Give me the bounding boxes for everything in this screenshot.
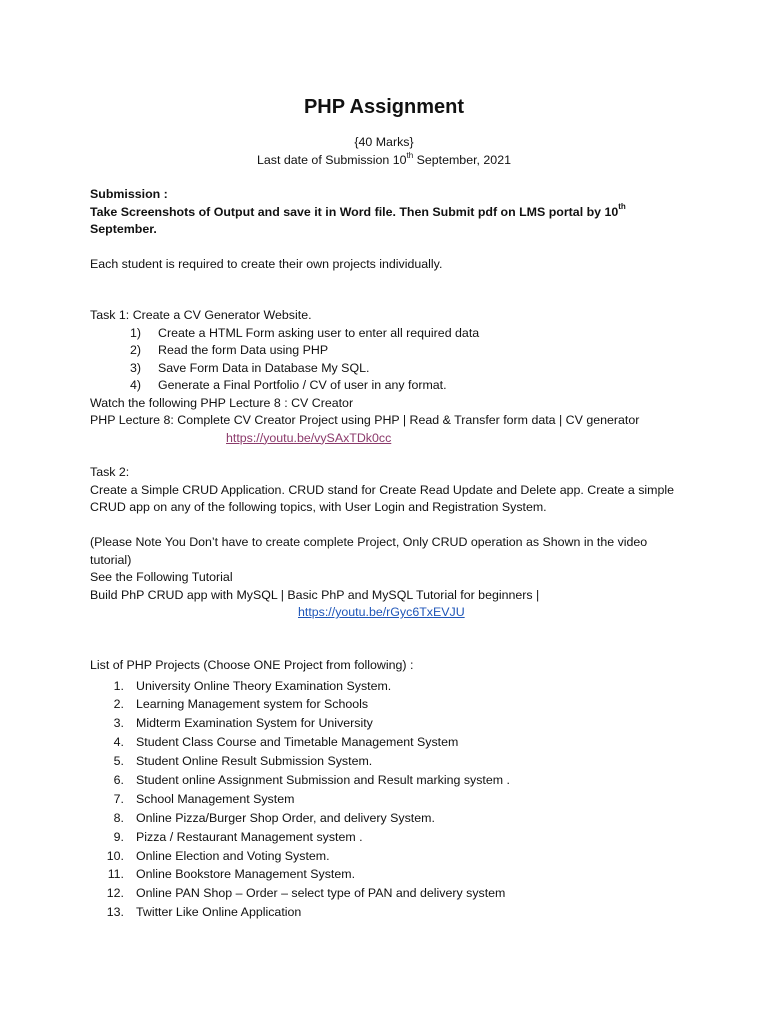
item-text: Pizza / Restaurant Management system . <box>136 829 363 844</box>
task2-see-line: See the Following Tutorial <box>90 570 233 584</box>
task2-desc-1: Create a Simple CRUD Application. CRUD stand for Create Read Update and Delete app. Create a simple <box>90 482 675 497</box>
item-number: 3. <box>113 716 124 731</box>
item-text: Midterm Examination System for University <box>136 716 373 731</box>
submission-line-1-text: Take Screenshots of Output and save it in Word file. Then Submit pdf on LMS portal by 10 <box>90 204 619 219</box>
item-text: Student Online Result Submission System. <box>136 754 373 769</box>
page-title: PHP Assignment <box>303 96 465 118</box>
task2-tutorial-title: Build PhP CRUD app with MySQL | Basic PhP and MySQL Tutorial for beginners | <box>90 587 540 602</box>
item-text: Online PAN Shop – Order – select type of PAN and delivery system <box>136 886 506 901</box>
task2-link-row <box>90 604 690 622</box>
item-text: Online Pizza/Burger Shop Order, and delivery System. <box>136 810 435 825</box>
task2-note-1: (Please Note You Don’t have to create complete Project, Only CRUD operation as Shown in the video <box>90 535 648 549</box>
last-date-sup: th <box>406 150 414 160</box>
list-item <box>90 847 690 866</box>
list-item <box>90 677 690 696</box>
task1-step <box>90 360 690 378</box>
task1-lecture-title: PHP Lecture 8: Complete CV Creator Project using PHP | Read & Transfer form data | CV generator <box>90 413 640 427</box>
item-text: Learning Management system for Schools <box>136 697 369 712</box>
step-number: 2) <box>130 343 142 357</box>
list-item <box>90 828 690 847</box>
item-number: 10. <box>106 848 124 863</box>
task1-link-row <box>90 430 690 448</box>
list-item <box>90 809 690 828</box>
submission-line-1 <box>90 204 690 222</box>
submission-heading: Submission : <box>90 187 168 201</box>
item-number: 4. <box>113 735 124 750</box>
list-item <box>90 865 690 884</box>
step-text: Generate a Final Portfolio / CV of user in any format. <box>158 378 447 392</box>
list-item <box>90 790 690 809</box>
step-text: Save Form Data in Database My SQL. <box>158 360 370 375</box>
item-text: Twitter Like Online Application <box>136 905 302 920</box>
list-item <box>90 771 690 790</box>
last-date-suffix: September, 2021 <box>413 153 511 167</box>
step-number: 1) <box>130 325 142 340</box>
task2-note-2: tutorial) <box>90 552 132 567</box>
task2-section <box>90 464 690 622</box>
list-item <box>90 903 690 922</box>
list-item <box>90 714 690 733</box>
submission-sup: th <box>618 202 626 212</box>
item-text: Student online Assignment Submission and Result marking system . <box>136 772 510 787</box>
item-number: 11. <box>107 867 124 882</box>
marks-label: {40 Marks} <box>354 135 414 149</box>
last-date-line <box>0 152 768 170</box>
item-text: University Online Theory Examination System. <box>136 678 392 693</box>
item-text: School Management System <box>136 791 295 806</box>
item-number: 8. <box>113 810 124 825</box>
submission-line-2: September. <box>90 222 157 236</box>
step-number: 4) <box>130 378 142 392</box>
step-text: Create a HTML Form asking user to enter all required data <box>158 325 480 340</box>
item-text: Online Bookstore Management System. <box>136 867 356 882</box>
item-number: 2. <box>113 697 124 712</box>
step-number: 3) <box>130 360 142 375</box>
item-number: 9. <box>113 829 124 844</box>
item-text: Student Class Course and Timetable Management System <box>136 735 459 750</box>
task2-desc-2: CRUD app on any of the following topics, with User Login and Registration System. <box>90 500 547 514</box>
task1-watch-line: Watch the following PHP Lecture 8 : CV Creator <box>90 395 354 410</box>
item-number: 1. <box>113 678 124 693</box>
item-number: 5. <box>113 754 124 769</box>
item-text: Online Election and Voting System. <box>136 848 330 863</box>
last-date-prefix: Last date of Submission 10 <box>257 153 407 167</box>
task1-section <box>90 307 690 447</box>
task1-heading: Task 1: Create a CV Generator Website. <box>90 308 312 322</box>
task2-heading: Task 2: <box>90 465 130 479</box>
task1-step <box>90 377 690 395</box>
list-item <box>90 733 690 752</box>
task1-step <box>90 342 690 360</box>
item-number: 12. <box>106 886 124 901</box>
projects-heading: List of PHP Projects (Choose ONE Project from following) : <box>90 658 414 672</box>
task2-video-link[interactable]: https://youtu.be/rGyc6TxEVJU <box>298 605 465 619</box>
step-text: Read the form Data using PHP <box>158 343 329 357</box>
task1-video-link[interactable]: https://youtu.be/vySAxTDk0cc <box>226 430 392 445</box>
item-number: 13. <box>106 905 124 920</box>
projects-list <box>90 677 690 923</box>
task1-step <box>90 325 690 343</box>
item-number: 7. <box>113 791 124 806</box>
item-number: 6. <box>113 772 124 787</box>
list-item <box>90 884 690 903</box>
projects-section <box>90 657 690 922</box>
individual-note: Each student is required to create their own projects individually. <box>90 257 443 271</box>
submission-section <box>90 186 690 239</box>
task1-steps <box>90 325 690 395</box>
list-item <box>90 752 690 771</box>
list-item <box>90 695 690 714</box>
